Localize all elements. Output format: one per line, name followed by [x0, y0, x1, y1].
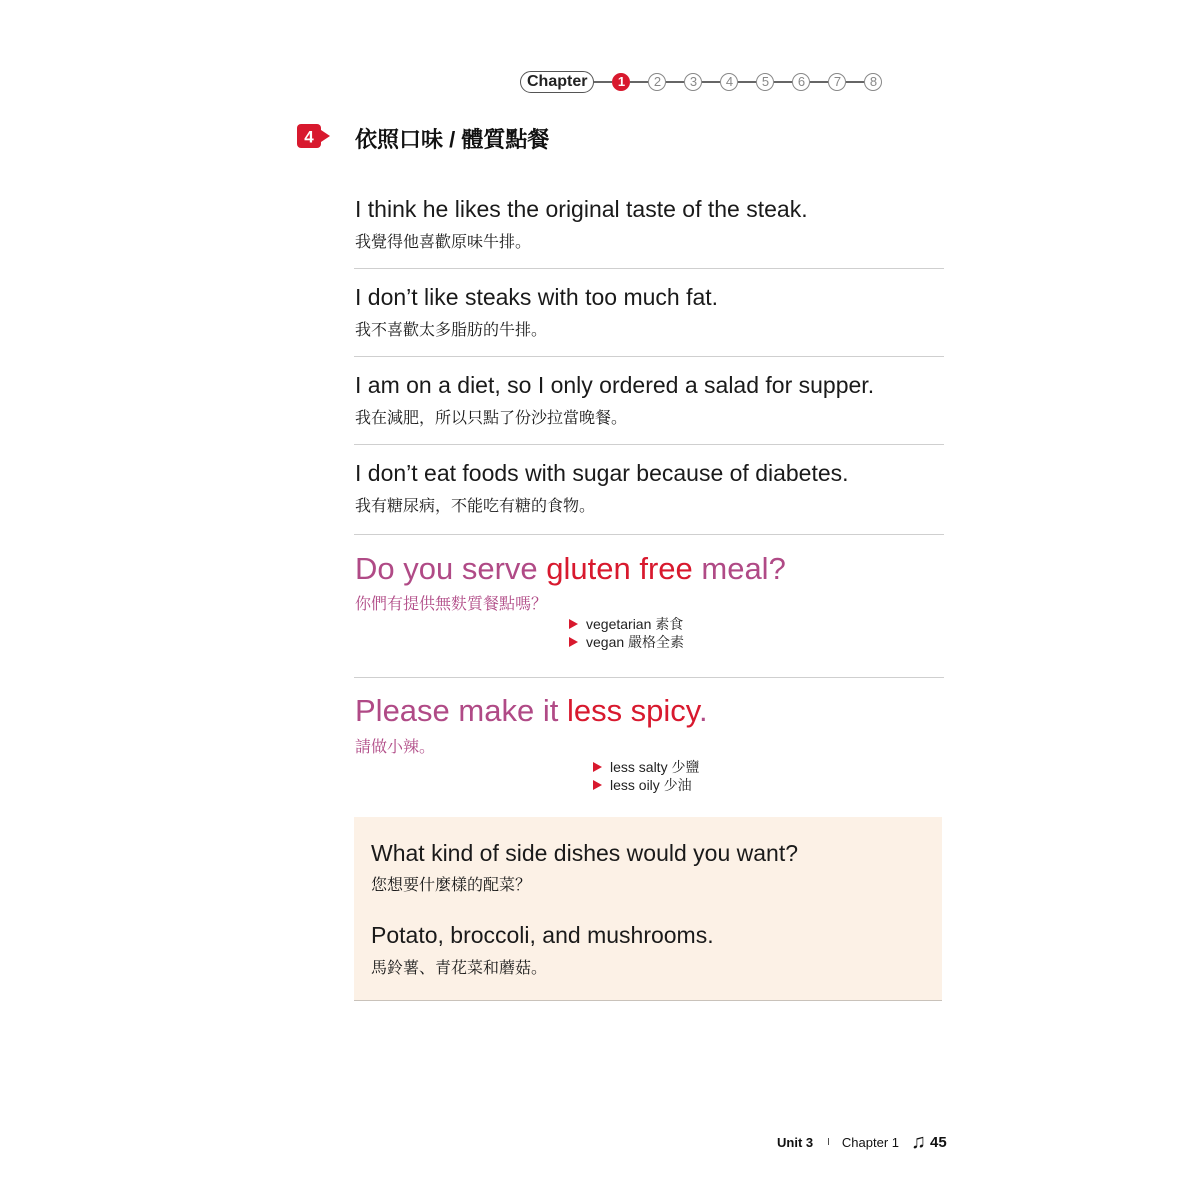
dialog-answer-english: Potato, broccoli, and mushrooms. [371, 922, 714, 948]
divider [354, 444, 944, 445]
chapter-nav [520, 70, 882, 94]
chapter-step-5[interactable]: 5 [756, 73, 774, 91]
footer-separator: I [827, 1137, 830, 1148]
nav-connector [666, 81, 684, 83]
phrase-english: I don’t eat foods with sugar because of diabetes. [355, 460, 849, 486]
key-phrase-english [355, 551, 786, 587]
key-phrase-chinese: 你們有提供無麩質餐點嗎？ [355, 596, 548, 613]
section-title: 依照口味 / 體質點餐 [355, 127, 550, 152]
phrase-chinese: 我不喜歡太多脂肪的牛排。 [355, 322, 548, 339]
phrase-english: I am on a diet, so I only ordered a salad for supper. [355, 372, 875, 398]
alternative-item [593, 776, 699, 794]
chapter-step-6[interactable]: 6 [792, 73, 810, 91]
divider [354, 356, 944, 357]
dialog-question-english: What kind of side dishes would you want? [371, 840, 799, 866]
nav-connector [774, 81, 792, 83]
alternative-text: vegetarian 素食 [586, 616, 684, 632]
music-note-icon: ♫ [911, 1131, 926, 1153]
key-phrase-chinese: 請做小辣。 [355, 739, 436, 756]
chapter-step-4[interactable]: 4 [720, 73, 738, 91]
key-phrase-end: . [699, 693, 708, 728]
footer-chapter: Chapter 1 [841, 1135, 899, 1150]
footer-unit: Unit 3 [777, 1135, 814, 1150]
divider [354, 268, 944, 269]
nav-connector [846, 81, 864, 83]
chapter-step-1[interactable]: 1 [612, 73, 630, 91]
nav-connector [738, 81, 756, 83]
phrase-chinese: 我覺得他喜歡原味牛排。 [355, 234, 532, 251]
section-number-badge [297, 124, 333, 148]
phrase-english: I don’t like steaks with too much fat. [355, 284, 719, 310]
phrase-chinese: 我在減肥，所以只點了份沙拉當晚餐。 [355, 410, 628, 427]
nav-connector [594, 81, 612, 83]
alternative-text: less oily 少油 [610, 777, 692, 793]
chapter-step-2[interactable]: 2 [648, 73, 666, 91]
key-phrase-highlight: less spicy [566, 693, 700, 728]
key-phrase-start: Please make it [355, 693, 567, 728]
alternative-text: less salty 少鹽 [610, 759, 700, 775]
divider [354, 534, 944, 535]
triangle-bullet-icon [569, 637, 578, 647]
chapter-step-8[interactable]: 8 [864, 73, 882, 91]
chapter-step-7[interactable]: 7 [828, 73, 846, 91]
alternative-item [569, 615, 684, 633]
dialog-answer-chinese: 馬鈴薯、青花菜和蘑菇。 [371, 960, 548, 977]
alternatives-list [593, 758, 699, 794]
section-number: 4 [304, 127, 314, 147]
triangle-bullet-icon [593, 780, 602, 790]
chapter-step-3[interactable]: 3 [684, 73, 702, 91]
triangle-bullet-icon [569, 619, 578, 629]
key-phrase-highlight: gluten free [546, 551, 693, 586]
alternative-item [569, 633, 684, 651]
key-phrase-end: meal? [692, 551, 786, 586]
alternative-item [593, 758, 699, 776]
phrase-english: I think he likes the original taste of the steak. [355, 196, 808, 222]
alternatives-list [569, 615, 684, 651]
divider [354, 677, 944, 678]
phrase-chinese: 我有糖尿病，不能吃有糖的食物。 [355, 498, 596, 515]
nav-connector [810, 81, 828, 83]
nav-connector [702, 81, 720, 83]
chapter-label: Chapter [520, 71, 594, 93]
nav-connector [630, 81, 648, 83]
key-phrase-english [355, 693, 708, 729]
page-number: 45 [930, 1134, 947, 1151]
key-phrase-start: Do you serve [355, 551, 547, 586]
dialog-question-chinese: 您想要什麼樣的配菜？ [371, 877, 532, 894]
page-footer [777, 1131, 947, 1154]
alternative-text: vegan 嚴格全素 [586, 634, 685, 650]
triangle-bullet-icon [593, 762, 602, 772]
